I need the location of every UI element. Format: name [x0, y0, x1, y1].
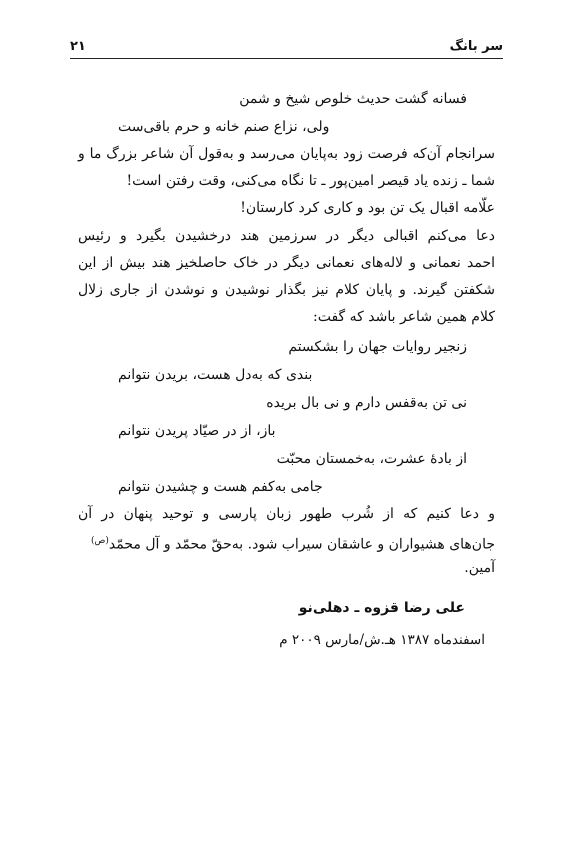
running-title: سر بانگ [449, 39, 503, 54]
para3-line2 [78, 532, 495, 552]
page-header [70, 36, 503, 59]
poem2-line6: جامی به‌کفم هست و چشیدن نتوانم [118, 479, 323, 495]
poem1-line1: فسانه گشت حدیث خلوص شیخ و شمن [239, 91, 467, 107]
para2-line3: شکفتن گیرند. و پایان کلام نیز بگذار نوشیدن و نوشدن از جاری زلال [78, 282, 495, 298]
para2-line4: کلام همین شاعر باشد که گفت: [313, 309, 495, 325]
salawat-superscript: (ص) [90, 536, 109, 546]
signature-date: اسفندماه ۱۳۸۷ هـ.ش/مارس ۲۰۰۹ م [279, 632, 485, 648]
poem1-line2: ولی، نزاع صنم خانه و حرم باقی‌ست [118, 119, 330, 135]
author-signature: علی رضا قزوه ـ دهلی‌نو [298, 600, 465, 616]
poem2-line1: زنجیر روایات جهان را بشکستم [288, 339, 467, 355]
para2-line2: احمد نعمانی و لاله‌های نعمانی دیگر در خاک حاصلخیز هند بیش از این [78, 255, 495, 271]
poem2-line5: از بادهٔ عشرت، به‌خمستان محبّت [276, 451, 467, 467]
para3-line3: آمین. [464, 560, 495, 576]
poem2-line3: نی تن به‌قفس دارم و نی بال بریده [266, 395, 467, 411]
page-number: ۲۱ [70, 39, 86, 54]
para1-line2: شما ـ زنده یاد قیصر امین‌پور ـ تا نگاه می‌کنی، وقت رفتن است! [126, 173, 495, 189]
para1-line1: سرانجام آن‌که فرصت زود به‌پایان می‌رسد و به‌قول آن شاعر بزرگ ما و [78, 146, 495, 162]
poem2-line4: باز، از در صیّاد پریدن نتوانم [118, 423, 276, 439]
para1-line3: علّامه اقبال یک تن بود و کاری کرد کارستان! [240, 200, 495, 216]
poem2-line2: بندی که به‌دل هست، بریدن نتوانم [118, 367, 313, 383]
para3-line1: و دعا کنیم که از شُرب طهور زبان پارسی و توحید پنهان در آن [78, 506, 495, 522]
para3-line2-text: جان‌های هشیواران و عاشقان سیراب شود. به‌حقّ محمّد و آل محمّد [108, 536, 495, 553]
para2-line1: دعا می‌کنم اقبالی دیگر در سرزمین هند درخشیدن بگیرد و رئیس [78, 228, 495, 244]
